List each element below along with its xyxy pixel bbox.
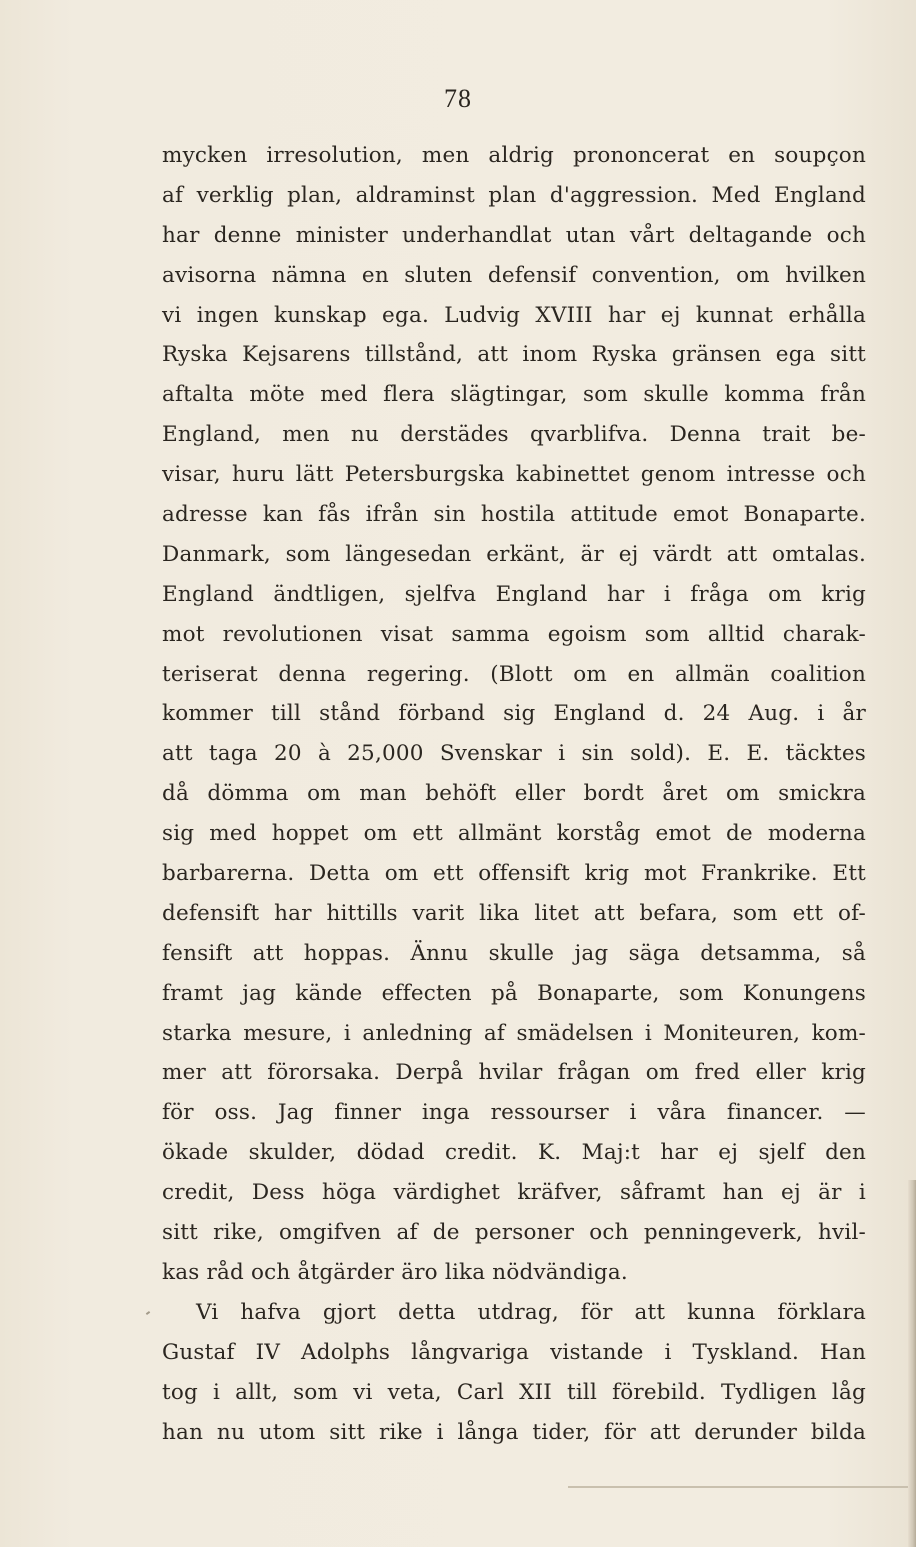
text-line: att taga 20 à 25,000 Svenskar i sin sold). E. E. täcktes	[162, 741, 866, 767]
text-line: aftalta möte med flera slägtingar, som skulle komma från	[162, 382, 866, 408]
text-line: fensift att hoppas. Ännu skulle jag säga detsamma, så	[162, 940, 866, 966]
text-line: för oss. Jag finner inga ressourser i våra financer. —	[162, 1100, 866, 1126]
text-line: ökade skulder, dödad credit. K. Maj:t har ej sjelf den	[162, 1140, 866, 1166]
page-edge-shadow	[908, 1180, 916, 1547]
text-line-paragraph-start: Vi hafva gjort detta utdrag, för att kunna förklara	[196, 1299, 866, 1325]
text-line: mycken irresolution, men aldrig prononcerat en soupçon	[162, 143, 866, 168]
text-line: adresse kan fås ifrån sin hostila attitude emot Bonaparte.	[162, 502, 866, 528]
text-line: barbarerna. Detta om ett offensift krig mot Frankrike. Ett	[162, 861, 866, 887]
text-line: kommer till stånd förband sig England d. 24 Aug. i år	[162, 701, 866, 727]
text-line: af verklig plan, aldraminst plan d'aggression. Med England	[162, 182, 866, 208]
text-line: då dömma om man behöft eller bordt året om smickra	[162, 781, 866, 807]
text-line: tog i allt, som vi veta, Carl XII till förebild. Tydligen låg	[162, 1379, 866, 1405]
text-line: vi ingen kunskap ega. Ludvig XVIII har ej kunnat erhålla	[162, 302, 866, 328]
text-line: mer att förorsaka. Derpå hvilar frågan om fred eller krig	[162, 1060, 866, 1086]
text-line: starka mesure, i anledning af smädelsen i Moniteuren, kom-	[162, 1020, 866, 1046]
text-line-paragraph-end: kas råd och åtgärder äro lika nödvändiga.	[162, 1259, 628, 1285]
text-line: har denne minister underhandlat utan vårt deltagande och	[162, 222, 866, 248]
text-line: England, men nu derstädes qvarblifva. Denna trait be-	[162, 422, 866, 448]
text-line: visar, huru lätt Petersburgska kabinettet genom intresse och	[162, 462, 866, 488]
text-line: mot revolutionen visat samma egoism som alltid charak-	[162, 621, 866, 647]
text-line: sitt rike, omgifven af de personer och penningeverk, hvil-	[162, 1220, 866, 1246]
text-line: framt jag kände effecten på Bonaparte, som Konungens	[162, 980, 866, 1006]
text-line: sig med hoppet om ett allmänt korståg emot de moderna	[162, 821, 866, 847]
text-line: England ändtligen, sjelfva England har i fråga om krig	[162, 581, 866, 607]
text-line: Gustaf IV Adolphs långvariga vistande i Tyskland. Han	[162, 1339, 866, 1365]
text-line: Ryska Kejsarens tillstånd, att inom Ryska gränsen ega sitt	[162, 342, 866, 368]
bottom-rule-mark	[568, 1486, 908, 1488]
text-line: avisorna nämna en sluten defensif convention, om hvilken	[162, 262, 866, 288]
text-line: credit, Dess höga värdighet kräfver, såframt han ej är i	[162, 1180, 866, 1206]
text-line: han nu utom sitt rike i långa tider, för att derunder bilda	[162, 1419, 866, 1445]
body-text	[162, 136, 866, 1452]
text-line: Danmark, som längesedan erkänt, är ej värdt att omtalas.	[162, 541, 866, 567]
text-line: defensift har hittills varit lika litet att befara, som ett of-	[162, 900, 866, 926]
margin-tick-mark	[146, 1311, 150, 1315]
page-number: 78	[444, 84, 472, 113]
text-line: teriserat denna regering. (Blott om en allmän coalition	[162, 661, 866, 687]
